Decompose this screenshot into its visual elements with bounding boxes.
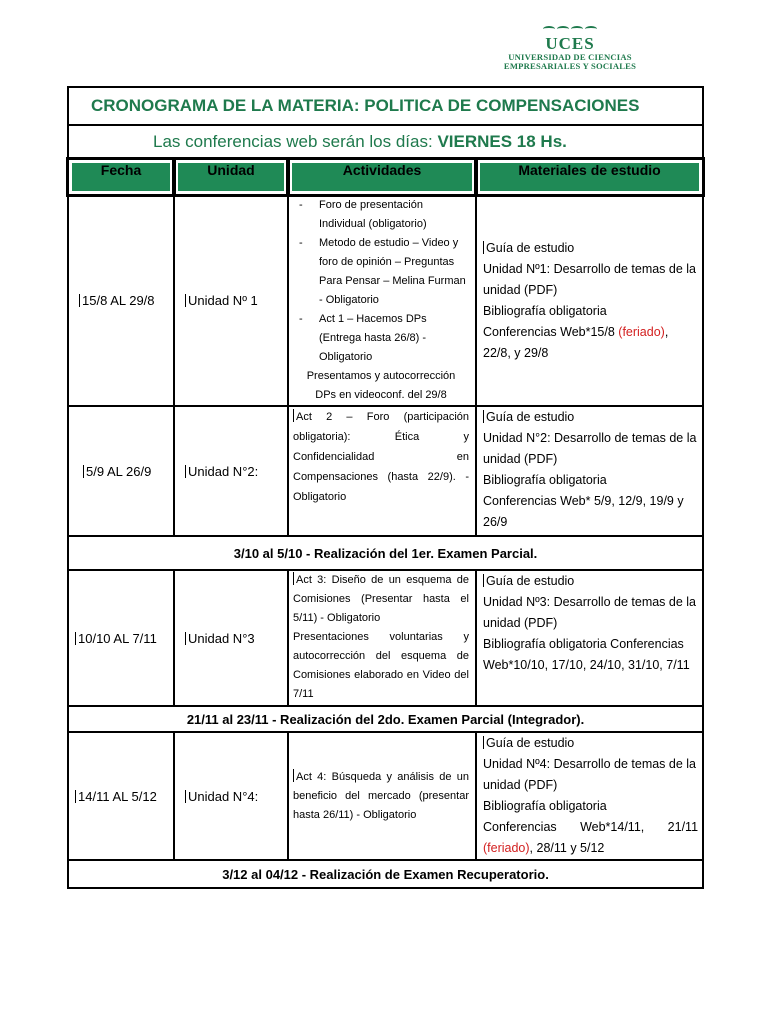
- exam-row-3: 3/12 al 04/12 - Realización de Examen Recuperatorio.: [68, 860, 703, 888]
- fecha-cell: 10/10 AL 7/11: [68, 570, 174, 706]
- table-row: [68, 570, 703, 706]
- fecha-cell: 15/8 AL 29/8: [68, 195, 174, 406]
- table-row: [68, 406, 703, 536]
- logo-waves-icon: [500, 26, 640, 34]
- fecha-cell: 5/9 AL 26/9: [68, 406, 174, 536]
- table-row: [68, 732, 703, 860]
- uces-logo: [500, 26, 640, 71]
- exam-row-2: 21/11 al 23/11 - Realización del 2do. Examen Parcial (Integrador).: [68, 706, 703, 732]
- materiales-cell: Guía de estudio Unidad Nº1: Desarrollo de temas de la unidad (PDF) Bibliografía obligatoria Conferencias Web*15/8 (feriado), 22/8, y 29/8: [476, 195, 703, 406]
- table-row: [68, 195, 703, 406]
- actividades-cell: Act 2 – Foro (participación obligatoria): Ética y Confidencialidad en Compensaciones (hasta 22/9). - Obligatorio: [288, 406, 476, 536]
- holiday-label: (feriado): [618, 324, 665, 339]
- logo-line-1: UNIVERSIDAD DE CIENCIAS: [508, 52, 632, 62]
- unidad-cell: Unidad Nº 1: [174, 195, 288, 406]
- holiday-label: (feriado): [483, 841, 530, 855]
- unidad-cell: Unidad N°4:: [174, 732, 288, 860]
- exam-row-1: 3/10 al 5/10 - Realización del 1er. Examen Parcial.: [68, 536, 703, 570]
- materiales-cell: Guía de estudio Unidad Nº4: Desarrollo de temas de la unidad (PDF) Bibliografía obligatoria Conferencias Web*14/11, 21/11 (feriado), 28/11 y 5/12: [476, 732, 703, 860]
- materiales-cell: Guía de estudio Unidad Nº3: Desarrollo de temas de la unidad (PDF) Bibliografía obligatoria Conferencias Web*10/10, 17/10, 24/10, 31/10, 7/11: [476, 570, 703, 706]
- activity-item: - Act 1 – Hacemos DPs (Entrega hasta 26/8) - Obligatorio: [293, 310, 469, 367]
- header-actividades: Actividades: [288, 159, 476, 195]
- activity-item: - Metodo de estudio – Video y foro de opinión – Preguntas Para Pensar – Melina Furman - Obligatorio: [293, 234, 469, 310]
- header-fecha: Fecha: [68, 159, 174, 195]
- logo-line-2: EMPRESARIALES Y SOCIALES: [503, 61, 637, 71]
- conference-info: [68, 125, 703, 159]
- fecha-cell: 14/11 AL 5/12: [68, 732, 174, 860]
- conference-info-prefix: Las conferencias web serán los días:: [153, 132, 438, 151]
- header-materiales: Materiales de estudio: [476, 159, 703, 195]
- actividades-cell: [288, 195, 476, 406]
- schedule-table: [67, 86, 704, 889]
- actividades-cell: Act 4: Búsqueda y análisis de un beneficio del mercado (presentar hasta 26/11) - Obligatorio: [288, 732, 476, 860]
- logo-brand: UCES: [545, 34, 595, 53]
- activity-item: - Foro de presentación Individual (obligatorio): [293, 196, 469, 234]
- actividades-cell: Act 3: Diseño de un esquema de Comisiones (Presentar hasta el 5/11) - Obligatorio Presentaciones voluntarias y autocorrección del esquema de Comisiones elaborado en Video del 7/11: [288, 570, 476, 706]
- conference-info-day: VIERNES 18 Hs.: [437, 132, 567, 151]
- header-unidad: Unidad: [174, 159, 288, 195]
- unidad-cell: Unidad N°2:: [174, 406, 288, 536]
- unidad-cell: Unidad N°3: [174, 570, 288, 706]
- activity-note: Presentamos y autocorrección DPs en videoconf. del 29/8: [306, 370, 456, 401]
- page-title: CRONOGRAMA DE LA MATERIA: POLITICA DE COMPENSACIONES: [68, 87, 703, 125]
- materiales-cell: Guía de estudio Unidad N°2: Desarrollo de temas de la unidad (PDF) Bibliografía obligatoria Conferencias Web* 5/9, 12/9, 19/9 y 26/9: [476, 406, 703, 536]
